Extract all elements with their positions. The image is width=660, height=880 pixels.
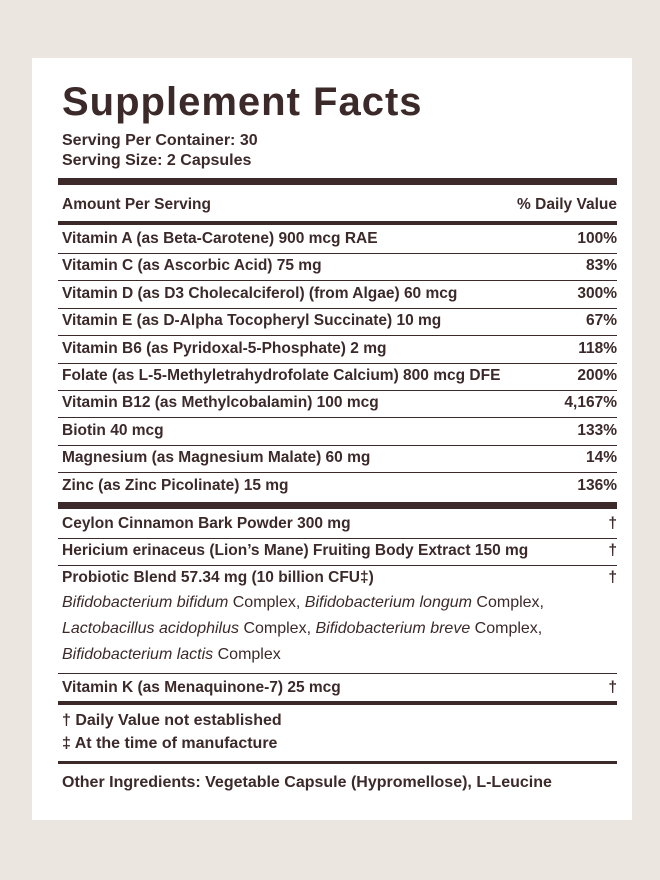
nutrient-name: Magnesium (as Magnesium Malate) 60 mg — [62, 449, 371, 467]
table-row — [62, 422, 617, 440]
thick-divider — [58, 178, 617, 185]
table-row — [62, 569, 617, 587]
item-name: Hericium erinaceus (Lion’s Mane) Fruiting Body Extract 150 mg — [62, 542, 529, 559]
item-dv: † — [608, 679, 617, 696]
row-divider — [58, 280, 617, 281]
row-divider — [58, 417, 617, 418]
table-row — [62, 230, 617, 248]
row-divider — [58, 538, 617, 539]
thin-divider — [58, 761, 617, 764]
nutrient-name: Folate (as L-5-Methyletrahydrofolate Calcium) 800 mcg DFE — [62, 367, 501, 384]
probiotic-strains-line: Bifidobacterium bifidum Complex, Bifidobacterium longum Complex, — [62, 594, 544, 611]
probiotic-strains-line: Lactobacillus acidophilus Complex, Bifidobacterium breve Complex, — [62, 620, 543, 637]
item-name: Ceylon Cinnamon Bark Powder 300 mg — [62, 515, 351, 532]
table-row — [62, 367, 617, 385]
table-row — [62, 312, 617, 330]
serving-per-container: Serving Per Container: 30 — [62, 132, 258, 149]
item-name: Probiotic Blend 57.34 mg (10 billion CFU‡) — [62, 569, 374, 586]
probiotic-strains-line: Bifidobacterium lactis Complex — [62, 646, 281, 663]
thick-divider — [58, 502, 617, 509]
amount-per-serving-label: Amount Per Serving — [62, 196, 211, 213]
nutrient-name: Vitamin B12 (as Methylcobalamin) 100 mcg — [62, 394, 379, 412]
nutrient-dv: 67% — [585, 312, 617, 330]
nutrient-name: Biotin 40 mcg — [62, 421, 164, 439]
table-row — [62, 394, 617, 412]
nutrient-name: Vitamin E (as D-Alpha Tocopheryl Succinate) 10 mg — [62, 312, 442, 330]
row-divider — [58, 253, 617, 254]
nutrient-name: Vitamin A (as Beta-Carotene) 900 mcg RAE — [62, 230, 378, 247]
nutrient-dv: 200% — [577, 367, 617, 384]
item-name: Vitamin K (as Menaquinone-7) 25 mcg — [62, 679, 341, 696]
supplement-facts-panel — [32, 58, 632, 820]
nutrient-dv: 133% — [577, 421, 617, 439]
table-row — [62, 515, 617, 533]
table-header — [62, 196, 617, 214]
nutrient-dv: 14% — [585, 449, 617, 467]
nutrient-name: Vitamin D (as D3 Cholecalciferol) (from Algae) 60 mcg — [62, 284, 458, 302]
nutrient-dv: 100% — [577, 230, 617, 247]
serving-size: Serving Size: 2 Capsules — [62, 152, 252, 169]
row-divider — [58, 363, 617, 364]
medium-divider — [58, 221, 617, 225]
footnote-dagger: † Daily Value not established — [62, 712, 282, 729]
page-title: Supplement Facts — [62, 80, 423, 124]
table-row — [62, 542, 617, 560]
table-row — [62, 257, 617, 275]
row-divider — [58, 390, 617, 391]
row-divider — [58, 308, 617, 309]
nutrient-name: Vitamin B6 (as Pyridoxal-5-Phosphate) 2 mg — [62, 339, 387, 357]
medium-divider — [58, 701, 617, 705]
row-divider — [58, 335, 617, 336]
row-divider — [58, 472, 617, 473]
footnote-double-dagger: ‡ At the time of manufacture — [62, 735, 278, 752]
table-row — [62, 340, 617, 358]
table-row — [62, 477, 617, 495]
item-dv: † — [608, 542, 617, 559]
nutrient-dv: 136% — [577, 476, 617, 494]
other-ingredients: Other Ingredients: Vegetable Capsule (Hypromellose), L-Leucine — [62, 774, 552, 791]
table-row — [62, 679, 617, 697]
table-row — [62, 285, 617, 303]
table-row — [62, 449, 617, 467]
item-dv: † — [608, 569, 617, 586]
item-dv: † — [608, 515, 617, 532]
nutrient-dv: 4,167% — [564, 394, 617, 412]
nutrient-dv: 300% — [577, 284, 617, 302]
row-divider — [58, 673, 617, 674]
nutrient-name: Zinc (as Zinc Picolinate) 15 mg — [62, 476, 289, 494]
row-divider — [58, 445, 617, 446]
daily-value-label: % Daily Value — [517, 196, 617, 213]
nutrient-dv: 118% — [578, 339, 617, 357]
nutrient-name: Vitamin C (as Ascorbic Acid) 75 mg — [62, 257, 322, 275]
nutrient-dv: 83% — [585, 257, 617, 275]
row-divider — [58, 565, 617, 566]
